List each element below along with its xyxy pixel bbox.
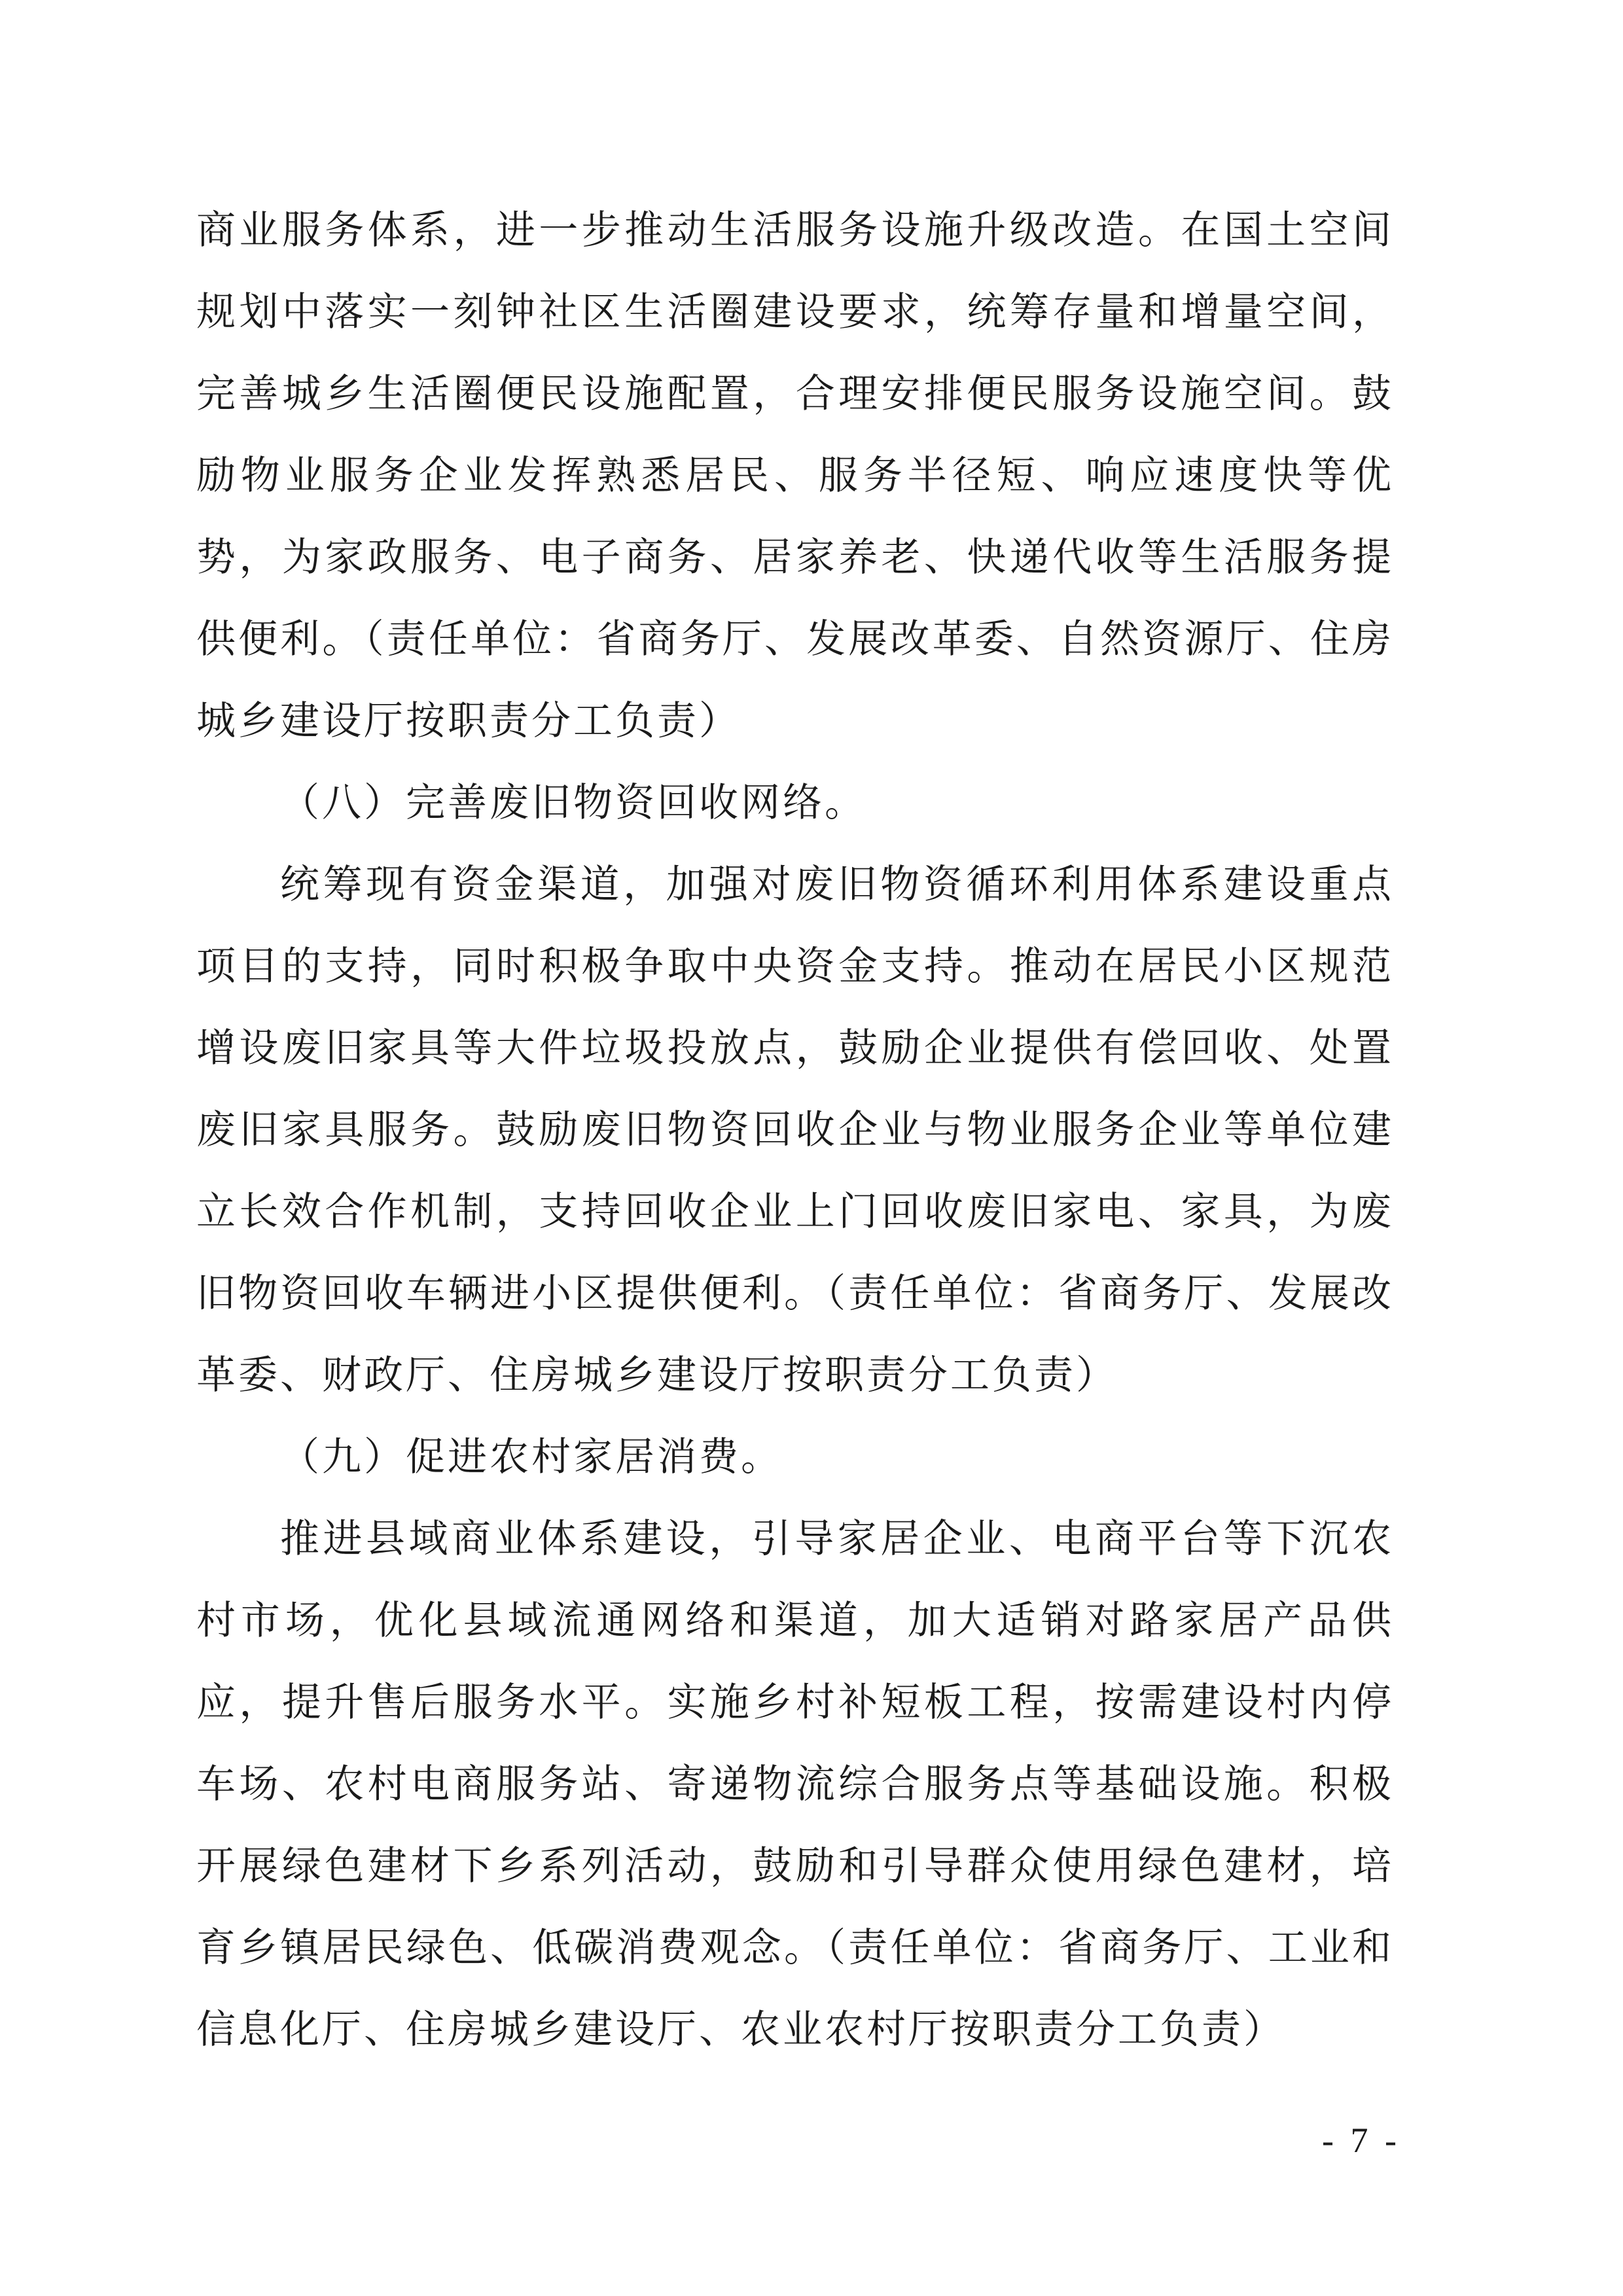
paragraph-rural-consumption: 推进县域商业体系建设，引导家居企业、电商平台等下沉农村市场，优化县域流通网络和渠道，加大适销对路家居产品供应，提升售后服务水平。实施乡村补短板工程，按需建设村内停车场、农村电商服务站、寄递物流综合服务点等基础设施。积极开展绿色建材下乡系列活动，鼓励和引导群众使用绿色建材，培育乡镇居民绿色、低碳消费观念。（责任单位：省商务厅、工业和信息化厅、住房城乡建设厅、农业农村厅按职责分工负责） — [196, 1516, 1394, 2053]
page-number: - 7 - — [1322, 2121, 1400, 2160]
paragraph-recycling-network: 统筹现有资金渠道，加强对废旧物资循环利用体系建设重点项目的支持，同时积极争取中央资金支持。推动在居民小区规范增设废旧家具等大件垃圾投放点，鼓励企业提供有偿回收、处置废旧家具服务。鼓励废旧物资回收企业与物业服务企业等单位建立长效合作机制，支持回收企业上门回收废旧家电、家具，为废旧物资回收车辆进小区提供便利。（责任单位：省商务厅、发展改革委、财政厅、住房城乡建设厅按职责分工负责） — [196, 862, 1394, 1398]
paragraph-commercial-services: 商业服务体系，进一步推动生活服务设施升级改造。在国土空间规划中落实一刻钟社区生活圈建设要求，统筹存量和增量空间，完善城乡生活圈便民设施配置，合理安排便民服务设施空间。鼓励物业服务企业发挥熟悉居民、服务半径短、响应速度快等优势，为家政服务、电子商务、居家养老、快递代收等生活服务提供便利。（责任单位：省商务厅、发展改革委、自然资源厅、住房城乡建设厅按职责分工负责） — [196, 207, 1394, 744]
document-body — [196, 190, 1394, 2071]
section-heading-9: （九）促进农村家居消费。 — [280, 1434, 783, 1480]
section-heading-8: （八）完善废旧物资回收网络。 — [280, 780, 866, 826]
